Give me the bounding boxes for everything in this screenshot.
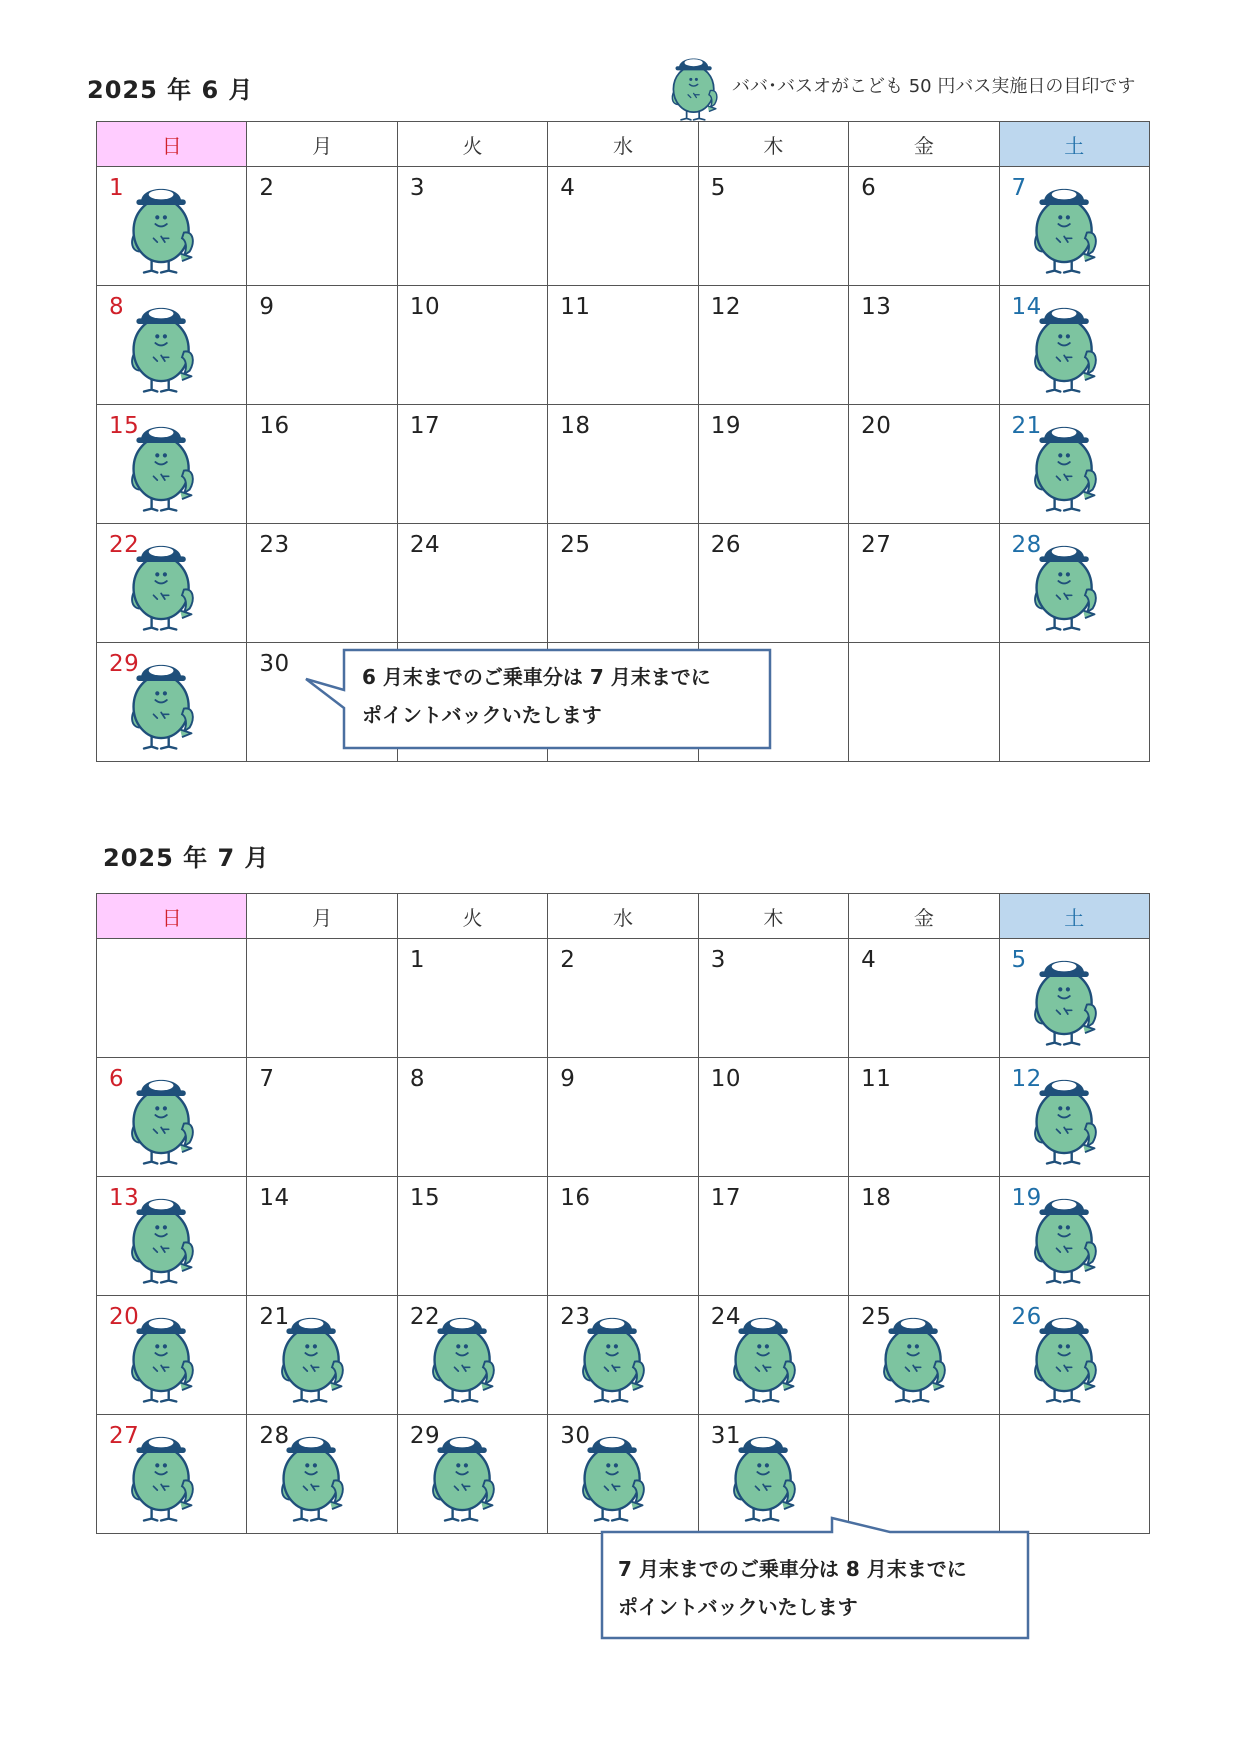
- babasuo-bird-icon: [576, 1419, 652, 1527]
- day-number: 9: [560, 1066, 576, 1092]
- day-number: 5: [710, 175, 726, 201]
- day-number: 18: [861, 1185, 892, 1211]
- day-cell: [397, 524, 547, 643]
- day-cell: [97, 286, 247, 405]
- day-number: 27: [861, 532, 892, 558]
- day-number: 16: [560, 1185, 591, 1211]
- day-cell: [548, 1058, 698, 1177]
- weekday-header: 火: [397, 894, 547, 939]
- week-row: [97, 1177, 1150, 1296]
- weekday-header: 日: [97, 894, 247, 939]
- calendar-july: [96, 893, 1150, 1534]
- day-number: 2: [259, 175, 275, 201]
- babasuo-bird-icon: [576, 1300, 652, 1408]
- day-number: 8: [409, 1066, 425, 1092]
- day-cell: [698, 524, 848, 643]
- day-cell: [397, 1296, 547, 1415]
- day-cell: [247, 1177, 397, 1296]
- day-number: 28: [259, 1423, 290, 1449]
- day-number: 13: [109, 1185, 140, 1211]
- weekday-header: 火: [397, 122, 547, 167]
- day-cell: [698, 1177, 848, 1296]
- day-number: 4: [560, 175, 576, 201]
- babasuo-bird-icon: [1028, 409, 1104, 517]
- week-row: [97, 286, 1150, 405]
- day-number: 10: [409, 294, 441, 320]
- empty-day-cell: [999, 643, 1149, 762]
- day-number: 11: [861, 1066, 892, 1092]
- day-cell: [97, 1058, 247, 1177]
- day-cell: [548, 1296, 698, 1415]
- day-number: 7: [1011, 175, 1027, 201]
- empty-day-cell: [97, 939, 247, 1058]
- day-number: 20: [861, 413, 892, 439]
- day-cell: [999, 167, 1149, 286]
- day-cell: [849, 286, 999, 405]
- day-cell: [849, 405, 999, 524]
- day-number: 4: [861, 947, 877, 973]
- day-number: 3: [409, 175, 425, 201]
- weekday-header: 月: [247, 894, 397, 939]
- day-number: 15: [109, 413, 140, 439]
- babasuo-bird-icon: [125, 290, 201, 398]
- day-number: 14: [259, 1185, 290, 1211]
- weekday-header: 月: [247, 122, 397, 167]
- day-cell: [97, 524, 247, 643]
- day-cell: [999, 939, 1149, 1058]
- day-number: 12: [1011, 1066, 1042, 1092]
- babasuo-bird-icon: [125, 171, 201, 279]
- day-cell: [999, 1058, 1149, 1177]
- weekday-header-row: [97, 894, 1150, 939]
- week-row: [97, 405, 1150, 524]
- day-number: 28: [1011, 532, 1042, 558]
- month-title-june: 2025 年 6 月: [87, 76, 254, 104]
- day-number: 6: [109, 1066, 125, 1092]
- day-cell: [397, 1177, 547, 1296]
- day-number: 26: [710, 532, 741, 558]
- day-number: 1: [109, 175, 125, 201]
- day-number: 7: [259, 1066, 275, 1092]
- day-cell: [397, 1058, 547, 1177]
- babasuo-bird-icon: [125, 647, 201, 755]
- day-cell: [849, 1177, 999, 1296]
- day-number: 24: [409, 532, 441, 558]
- day-number: 25: [861, 1304, 892, 1330]
- callout-july-line1: 7 月末までのご乗車分は 8 月末までに: [618, 1557, 967, 1581]
- day-cell: [548, 286, 698, 405]
- day-cell: [247, 167, 397, 286]
- callout-june-line1: 6 月末までのご乗車分は 7 月末までに: [362, 665, 711, 689]
- babasuo-bird-icon: [426, 1419, 502, 1527]
- day-number: 27: [109, 1423, 140, 1449]
- day-number: 31: [710, 1423, 741, 1449]
- day-number: 9: [259, 294, 275, 320]
- day-cell: [548, 1177, 698, 1296]
- empty-day-cell: [247, 939, 397, 1058]
- day-cell: [548, 524, 698, 643]
- week-row: [97, 524, 1150, 643]
- day-number: 14: [1011, 294, 1042, 320]
- weekday-header: 土: [999, 894, 1149, 939]
- babasuo-bird-icon: [125, 1300, 201, 1408]
- day-number: 22: [409, 1304, 441, 1330]
- day-number: 10: [710, 1066, 741, 1092]
- weekday-header: 土: [999, 122, 1149, 167]
- day-cell: [97, 167, 247, 286]
- babasuo-bird-icon: [1028, 290, 1104, 398]
- day-cell: [397, 405, 547, 524]
- day-cell: [849, 524, 999, 643]
- day-number: 12: [710, 294, 741, 320]
- day-cell: [849, 1058, 999, 1177]
- day-number: 20: [109, 1304, 140, 1330]
- empty-day-cell: [849, 643, 999, 762]
- day-number: 30: [259, 651, 290, 677]
- weekday-header: 水: [548, 894, 698, 939]
- day-cell: [397, 1415, 547, 1534]
- weekday-header: 日: [97, 122, 247, 167]
- babasuo-bird-icon: [664, 46, 726, 124]
- week-row: [97, 167, 1150, 286]
- day-number: 5: [1011, 947, 1027, 973]
- day-number: 13: [861, 294, 892, 320]
- day-cell: [97, 1177, 247, 1296]
- babasuo-bird-icon: [275, 1419, 351, 1527]
- day-cell: [247, 1296, 397, 1415]
- day-number: 30: [560, 1423, 591, 1449]
- day-number: 1: [409, 947, 425, 973]
- day-number: 16: [259, 413, 290, 439]
- day-cell: [849, 167, 999, 286]
- legend-text: ババ･バスオがこども 50 円バス実施日の目印です: [732, 76, 1136, 97]
- babasuo-bird-icon: [727, 1419, 803, 1527]
- babasuo-bird-icon: [727, 1300, 803, 1408]
- day-cell: [698, 1058, 848, 1177]
- day-number: 17: [710, 1185, 741, 1211]
- day-cell: [698, 1296, 848, 1415]
- callout-june-line2: ポイントバックいたします: [362, 703, 602, 727]
- day-cell: [698, 939, 848, 1058]
- day-cell: [999, 405, 1149, 524]
- babasuo-bird-icon: [1028, 1300, 1104, 1408]
- callout-june-text: [362, 658, 711, 734]
- babasuo-bird-icon: [125, 1181, 201, 1289]
- day-cell: [247, 524, 397, 643]
- babasuo-bird-icon: [125, 528, 201, 636]
- day-number: 26: [1011, 1304, 1042, 1330]
- day-cell: [97, 643, 247, 762]
- week-row: [97, 1058, 1150, 1177]
- callout-july-line2: ポイントバックいたします: [618, 1595, 858, 1619]
- day-number: 23: [259, 532, 290, 558]
- babasuo-bird-icon: [1028, 1062, 1104, 1170]
- day-cell: [548, 939, 698, 1058]
- day-cell: [247, 1415, 397, 1534]
- day-number: 24: [710, 1304, 741, 1330]
- day-cell: [397, 939, 547, 1058]
- month-title-july: 2025 年 7 月: [103, 844, 270, 872]
- babasuo-bird-icon: [1028, 171, 1104, 279]
- day-number: 22: [109, 532, 140, 558]
- day-number: 19: [1011, 1185, 1042, 1211]
- day-cell: [849, 939, 999, 1058]
- day-cell: [97, 1296, 247, 1415]
- day-cell: [698, 286, 848, 405]
- day-number: 15: [409, 1185, 441, 1211]
- day-cell: [397, 286, 547, 405]
- day-cell: [999, 524, 1149, 643]
- day-cell: [548, 167, 698, 286]
- babasuo-bird-icon: [1028, 1181, 1104, 1289]
- day-number: 11: [560, 294, 591, 320]
- day-cell: [97, 1415, 247, 1534]
- day-cell: [548, 405, 698, 524]
- day-number: 2: [560, 947, 576, 973]
- week-row: [97, 939, 1150, 1058]
- day-cell: [247, 286, 397, 405]
- day-number: 8: [109, 294, 125, 320]
- weekday-header: 金: [849, 122, 999, 167]
- weekday-header-row: [97, 122, 1150, 167]
- day-number: 25: [560, 532, 591, 558]
- day-number: 3: [710, 947, 726, 973]
- day-cell: [247, 405, 397, 524]
- day-cell: [999, 1177, 1149, 1296]
- babasuo-bird-icon: [125, 1062, 201, 1170]
- day-number: 21: [1011, 413, 1042, 439]
- babasuo-bird-icon: [877, 1300, 953, 1408]
- day-cell: [698, 405, 848, 524]
- week-row: [97, 1296, 1150, 1415]
- day-number: 19: [710, 413, 741, 439]
- day-cell: [698, 167, 848, 286]
- day-number: 21: [259, 1304, 290, 1330]
- day-cell: [397, 167, 547, 286]
- day-number: 29: [109, 651, 140, 677]
- babasuo-bird-icon: [125, 409, 201, 517]
- babasuo-bird-icon: [426, 1300, 502, 1408]
- day-number: 29: [409, 1423, 441, 1449]
- babasuo-bird-icon: [1028, 528, 1104, 636]
- day-number: 18: [560, 413, 591, 439]
- day-cell: [849, 1296, 999, 1415]
- weekday-header: 水: [548, 122, 698, 167]
- day-number: 17: [409, 413, 441, 439]
- legend: [664, 46, 1135, 124]
- weekday-header: 金: [849, 894, 999, 939]
- babasuo-bird-icon: [125, 1419, 201, 1527]
- day-number: 23: [560, 1304, 591, 1330]
- day-number: 6: [861, 175, 877, 201]
- day-cell: [97, 405, 247, 524]
- day-cell: [999, 1296, 1149, 1415]
- day-cell: [999, 286, 1149, 405]
- weekday-header: 木: [698, 894, 848, 939]
- callout-july-text: [618, 1550, 967, 1626]
- babasuo-bird-icon: [275, 1300, 351, 1408]
- day-cell: [247, 1058, 397, 1177]
- babasuo-bird-icon: [1028, 943, 1104, 1051]
- weekday-header: 木: [698, 122, 848, 167]
